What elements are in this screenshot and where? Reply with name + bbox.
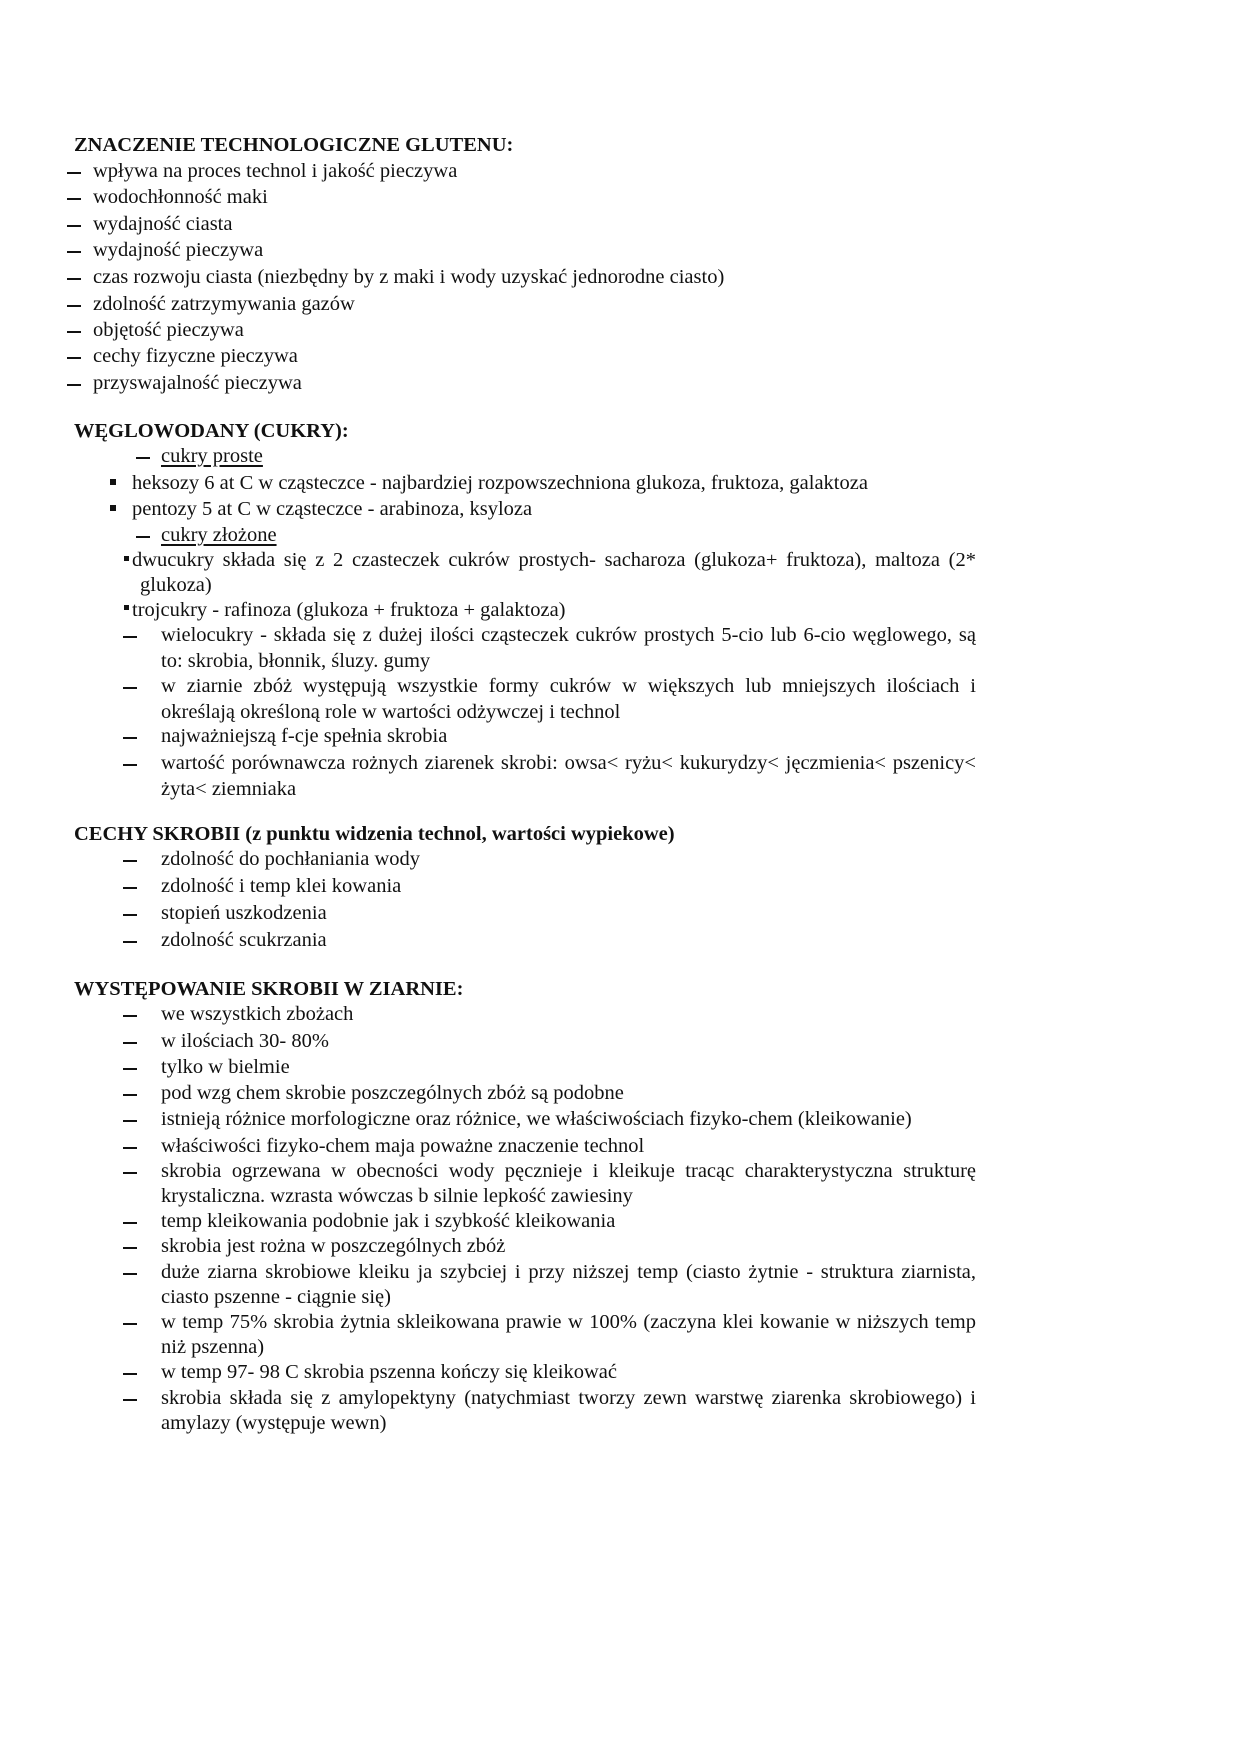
dash-bullet-icon <box>123 737 137 739</box>
dash-bullet-icon <box>67 331 81 333</box>
list-item: stopień uszkodzenia <box>161 902 327 924</box>
list-item: w temp 97- 98 C skrobia pszenna kończy się kleikować <box>161 1361 618 1383</box>
list-item: skrobia jest rożna w poszczególnych zbóż <box>161 1235 506 1257</box>
dash-bullet-icon <box>67 278 81 280</box>
list-item: zdolność do pochłaniania wody <box>161 848 421 870</box>
list-item-continuation: żyta< ziemniaka <box>161 778 297 800</box>
list-item-trisaccharides: trojcukry - rafinoza (glukoza + fruktoza + galaktoza) <box>132 599 566 621</box>
sublist-label-complex-sugars: cukry złożone <box>161 524 277 546</box>
list-item: istnieją różnice morfologiczne oraz różnice, we właściwościach fizyko-chem (kleikowanie) <box>161 1108 912 1130</box>
list-item: wydajność pieczywa <box>93 239 264 261</box>
list-item: wpływa na proces technol i jakość pieczywa <box>93 160 458 182</box>
dash-bullet-icon <box>123 860 137 862</box>
dash-bullet-icon <box>123 687 137 689</box>
dash-bullet-icon <box>123 1068 137 1070</box>
dash-bullet-icon <box>67 384 81 386</box>
list-item-grain-forms: w ziarnie zbóż występują wszystkie formy cukrów w większych lub mniejszych ilościach i <box>161 675 976 697</box>
list-item-disaccharides: dwucukry składa się z 2 czasteczek cukrów prostych- sacharoza (glukoza+ fruktoza), maltoza (2* <box>132 549 976 571</box>
list-item-large-grains: duże ziarna skrobiowe kleiku ja szybciej i przy niższej temp (ciasto żytnie - struktura ziarnista, <box>161 1261 976 1283</box>
list-item: we wszystkich zbożach <box>161 1003 354 1025</box>
dash-bullet-icon <box>136 457 150 459</box>
list-item: tylko w bielmie <box>161 1056 290 1078</box>
heading-gluten: ZNACZENIE TECHNOLOGICZNE GLUTENU: <box>74 134 514 156</box>
square-bullet-icon <box>110 505 116 511</box>
dash-bullet-icon <box>123 1147 137 1149</box>
list-item-continuation: krystaliczna. wzrasta wówczas b silnie lepkość zawiesiny <box>161 1185 633 1207</box>
list-item: zdolność zatrzymywania gazów <box>93 293 355 315</box>
list-item-continuation: niż pszenna) <box>161 1336 265 1358</box>
dash-bullet-icon <box>123 1172 137 1174</box>
square-bullet-icon <box>124 556 129 561</box>
dash-bullet-icon <box>123 1399 137 1401</box>
list-item: czas rozwoju ciasta (niezbędny by z maki i wody uzyskać jednorodne ciasto) <box>93 266 725 288</box>
sublist-label-simple-sugars: cukry proste <box>161 445 263 467</box>
dash-bullet-icon <box>123 636 137 638</box>
dash-bullet-icon <box>123 941 137 943</box>
list-item: zdolność scukrzania <box>161 929 327 951</box>
dash-bullet-icon <box>123 1015 137 1017</box>
dash-bullet-icon <box>67 357 81 359</box>
dash-bullet-icon <box>123 1120 137 1122</box>
list-item: właściwości fizyko-chem maja poważne znaczenie technol <box>161 1135 645 1157</box>
list-item-starch-composition: skrobia składa się z amylopektyny (natychmiast tworzy zewn warstwę ziarenka skrobiowego) i <box>161 1387 976 1409</box>
list-item: wydajność ciasta <box>93 213 233 235</box>
dash-bullet-icon <box>123 1042 137 1044</box>
list-item-heated-starch: skrobia ogrzewana w obecności wody pęcznieje i kleikuje tracąc charakterystyczna strukturę <box>161 1160 976 1182</box>
square-bullet-icon <box>110 479 116 485</box>
dash-bullet-icon <box>123 914 137 916</box>
list-item-continuation: amylazy (występuje wewn) <box>161 1412 387 1434</box>
list-item: zdolność i temp klei kowania <box>161 875 402 897</box>
dash-bullet-icon <box>123 1323 137 1325</box>
list-item: objętość pieczywa <box>93 319 244 341</box>
list-item-polysaccharides: wielocukry - składa się z dużej ilości cząsteczek cukrów prostych 5-cio lub 6-cio węglowego, są <box>161 624 976 646</box>
list-item: w ilościach 30- 80% <box>161 1030 329 1052</box>
dash-bullet-icon <box>123 887 137 889</box>
list-item: temp kleikowania podobnie jak i szybkość kleikowania <box>161 1210 616 1232</box>
dash-bullet-icon <box>123 764 137 766</box>
dash-bullet-icon <box>67 172 81 174</box>
dash-bullet-icon <box>123 1094 137 1096</box>
dash-bullet-icon <box>67 225 81 227</box>
heading-carbs: WĘGLOWODANY (CUKRY): <box>74 420 349 442</box>
list-item: cechy fizyczne pieczywa <box>93 345 298 367</box>
dash-bullet-icon <box>67 251 81 253</box>
list-item-continuation: glukoza) <box>140 574 212 596</box>
list-item: pod wzg chem skrobie poszczególnych zbóż są podobne <box>161 1082 624 1104</box>
dash-bullet-icon <box>67 198 81 200</box>
list-item: heksozy 6 at C w cząsteczce - najbardziej rozpowszechniona glukoza, fruktoza, galaktoza <box>132 472 868 494</box>
square-bullet-icon <box>124 605 129 610</box>
dash-bullet-icon <box>123 1247 137 1249</box>
dash-bullet-icon <box>123 1222 137 1224</box>
dash-bullet-icon <box>67 305 81 307</box>
list-item: wodochłonność maki <box>93 186 268 208</box>
list-item-rye-starch: w temp 75% skrobia żytnia skleikowana prawie w 100% (zaczyna klei kowanie w niższych temp <box>161 1311 976 1333</box>
list-item-continuation: to: skrobia, błonnik, śluzy. gumy <box>161 650 431 672</box>
dash-bullet-icon <box>136 536 150 538</box>
list-item-starch-comparison: wartość porównawcza rożnych ziarenek skrobi: owsa< ryżu< kukurydzy< jęczmienia< pszenicy< <box>161 752 976 774</box>
heading-starch-occurrence: WYSTĘPOWANIE SKROBII W ZIARNIE: <box>74 978 464 1000</box>
list-item-continuation: ciasto pszenne - ciągnie się) <box>161 1286 391 1308</box>
list-item: pentozy 5 at C w cząsteczce - arabinoza, ksyloza <box>132 498 533 520</box>
dash-bullet-icon <box>123 1373 137 1375</box>
heading-starch-features: CECHY SKROBII (z punktu widzenia technol, wartości wypiekowe) <box>74 823 675 845</box>
dash-bullet-icon <box>123 1273 137 1275</box>
list-item-continuation: określają określoną role w wartości odżywczej i technol <box>161 701 621 723</box>
list-item: przyswajalność pieczywa <box>93 372 302 394</box>
list-item: najważniejszą f-cje spełnia skrobia <box>161 725 448 747</box>
